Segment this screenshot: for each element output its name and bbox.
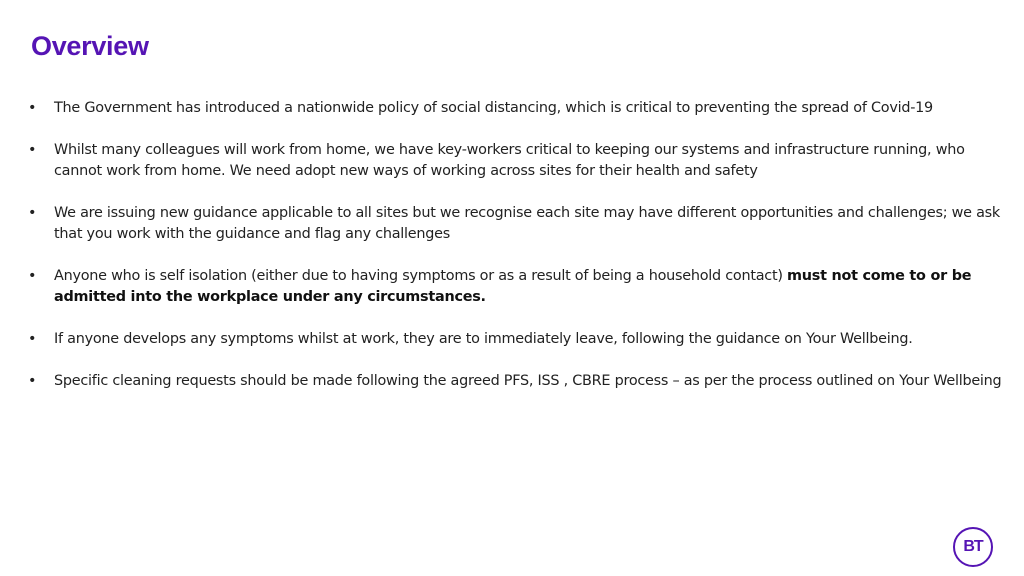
bullet-item [28, 98, 1013, 119]
slide-title: Overview [31, 31, 149, 61]
bullet-item [28, 329, 1013, 350]
bullet-item [28, 203, 1013, 245]
bullet-marker: • [28, 331, 37, 347]
bullet-text: Whilst many colleagues will work from home, we have key-workers critical to keeping our systems and infrastructure running, who cannot work from home. We need adopt new ways of working across sites for their health and safety [54, 142, 965, 179]
bullet-marker: • [28, 142, 37, 158]
bullet-item [28, 371, 1013, 392]
bullet-bold-text: must not come to or be admitted into the workplace under any circumstances. [54, 268, 972, 305]
bt-logo-text: BT [963, 538, 983, 555]
bullet-marker: • [28, 373, 37, 389]
bullet-marker: • [28, 205, 37, 221]
bullet-item [28, 266, 1013, 308]
bullet-marker: • [28, 100, 37, 116]
bullet-text: The Government has introduced a nationwide policy of social distancing, which is critical to preventing the spread of Covid-19 [54, 100, 933, 116]
bullet-text: If anyone develops any symptoms whilst at work, they are to immediately leave, following the guidance on Your Wellbeing. [54, 331, 913, 347]
bullet-text: Specific cleaning requests should be made following the agreed PFS, ISS , CBRE process – as per the process outlined on Your Wellbeing [54, 373, 1002, 389]
bt-logo [953, 527, 993, 567]
bullet-text: Anyone who is self isolation (either due to having symptoms or as a result of being a household contact) [54, 268, 788, 284]
bullet-item [28, 140, 1013, 182]
bullet-list [28, 98, 1013, 413]
bullet-marker: • [28, 268, 37, 284]
bullet-text: We are issuing new guidance applicable to all sites but we recognise each site may have different opportunities and challenges; we ask that you work with the guidance and flag any challenges [54, 205, 1000, 242]
